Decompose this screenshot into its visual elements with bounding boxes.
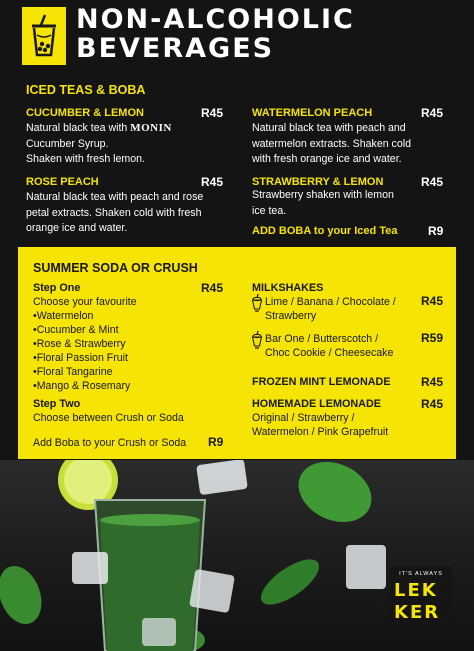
flavour-item: •Cucumber & Mint (33, 324, 119, 336)
flavour-item: •Rose & Strawberry (33, 338, 126, 350)
item-price-strawberry-lemon: R45 (421, 175, 444, 189)
boba-cup-icon (22, 7, 66, 65)
summer-specials-panel (18, 247, 456, 459)
milkshake-option-1: Lime / Banana / Chocolate / Strawberry (265, 296, 396, 322)
lekker-badge (390, 567, 452, 633)
page-title (76, 5, 355, 63)
milkshake-option-2-price: R59 (421, 331, 444, 345)
milkshake-option-1-price: R45 (421, 294, 444, 308)
item-name-watermelon-peach: WATERMELON PEACH (252, 107, 373, 119)
item-name-cucumber-lemon: CUCUMBER & LEMON (26, 107, 144, 119)
milkshake-glass-icon (251, 331, 263, 349)
item-price-watermelon-peach: R45 (421, 106, 444, 120)
choose-label: Choose your favourite (33, 296, 137, 308)
step-one-label: Step One (33, 282, 81, 294)
title-line-1: NON-ALCOHOLIC (76, 4, 355, 35)
homemade-lemonade-price: R45 (421, 397, 444, 411)
flavour-item: •Watermelon (33, 310, 94, 322)
item-desc-rose-peach: Natural black tea with peach and rose petal extracts. Shaken cold with fresh orange ice and water. (26, 191, 204, 234)
badge-wordmark: LEK KER (394, 580, 441, 623)
item-price-add-boba: R9 (428, 224, 444, 238)
item-price-rose-peach: R45 (201, 175, 224, 189)
frozen-mint-lemonade-name: FROZEN MINT LEMONADE (252, 376, 391, 388)
step-two-desc: Choose between Crush or Soda (33, 412, 184, 424)
homemade-lemonade-options: Original / Strawberry / Watermelon / Pink Grapefruit (252, 412, 389, 438)
flavour-list (33, 309, 130, 393)
badge-tagline: IT'S ALWAYS (399, 571, 443, 577)
item-name-rose-peach: ROSE PEACH (26, 176, 99, 188)
item-desc-watermelon-peach: Natural black tea with peach and watermelon extracts. Shaken cold with fresh orange ice and water. (252, 122, 411, 165)
title-line-2: BEVERAGES (76, 33, 275, 64)
step-two-label: Step Two (33, 398, 81, 410)
item-desc-cucumber-lemon: Natural black tea with MONIN Cucumber Syrup. Shaken with fresh lemon. (26, 122, 172, 165)
frozen-mint-lemonade-price: R45 (421, 375, 444, 389)
step-one-price: R45 (201, 281, 224, 295)
item-desc-strawberry-lemon: Strawberry shaken with lemon ice tea. (252, 189, 394, 217)
add-boba-soda-price: R9 (208, 435, 224, 449)
monin-logo: MONIN (130, 122, 172, 134)
flavour-item: •Floral Tangarine (33, 366, 113, 378)
milkshakes-heading: MILKSHAKES (252, 282, 324, 294)
item-name-add-boba: ADD BOBA to your Iced Tea (252, 225, 398, 237)
section-heading-iced-teas: ICED TEAS & BOBA (26, 83, 146, 97)
add-boba-soda: Add Boba to your Crush or Soda (33, 437, 187, 449)
flavour-item: •Floral Passion Fruit (33, 352, 128, 364)
section-heading-summer-soda: SUMMER SODA OR CRUSH (33, 261, 198, 275)
milkshake-option-2: Bar One / Butterscotch / Choc Cookie / Cheesecake (265, 333, 394, 359)
homemade-lemonade-name: HOMEMADE LEMONADE (252, 398, 381, 410)
item-price-cucumber-lemon: R45 (201, 106, 224, 120)
milkshake-glass-icon (251, 294, 263, 312)
item-name-strawberry-lemon: STRAWBERRY & LEMON (252, 176, 384, 188)
flavour-item: •Mango & Rosemary (33, 380, 131, 392)
